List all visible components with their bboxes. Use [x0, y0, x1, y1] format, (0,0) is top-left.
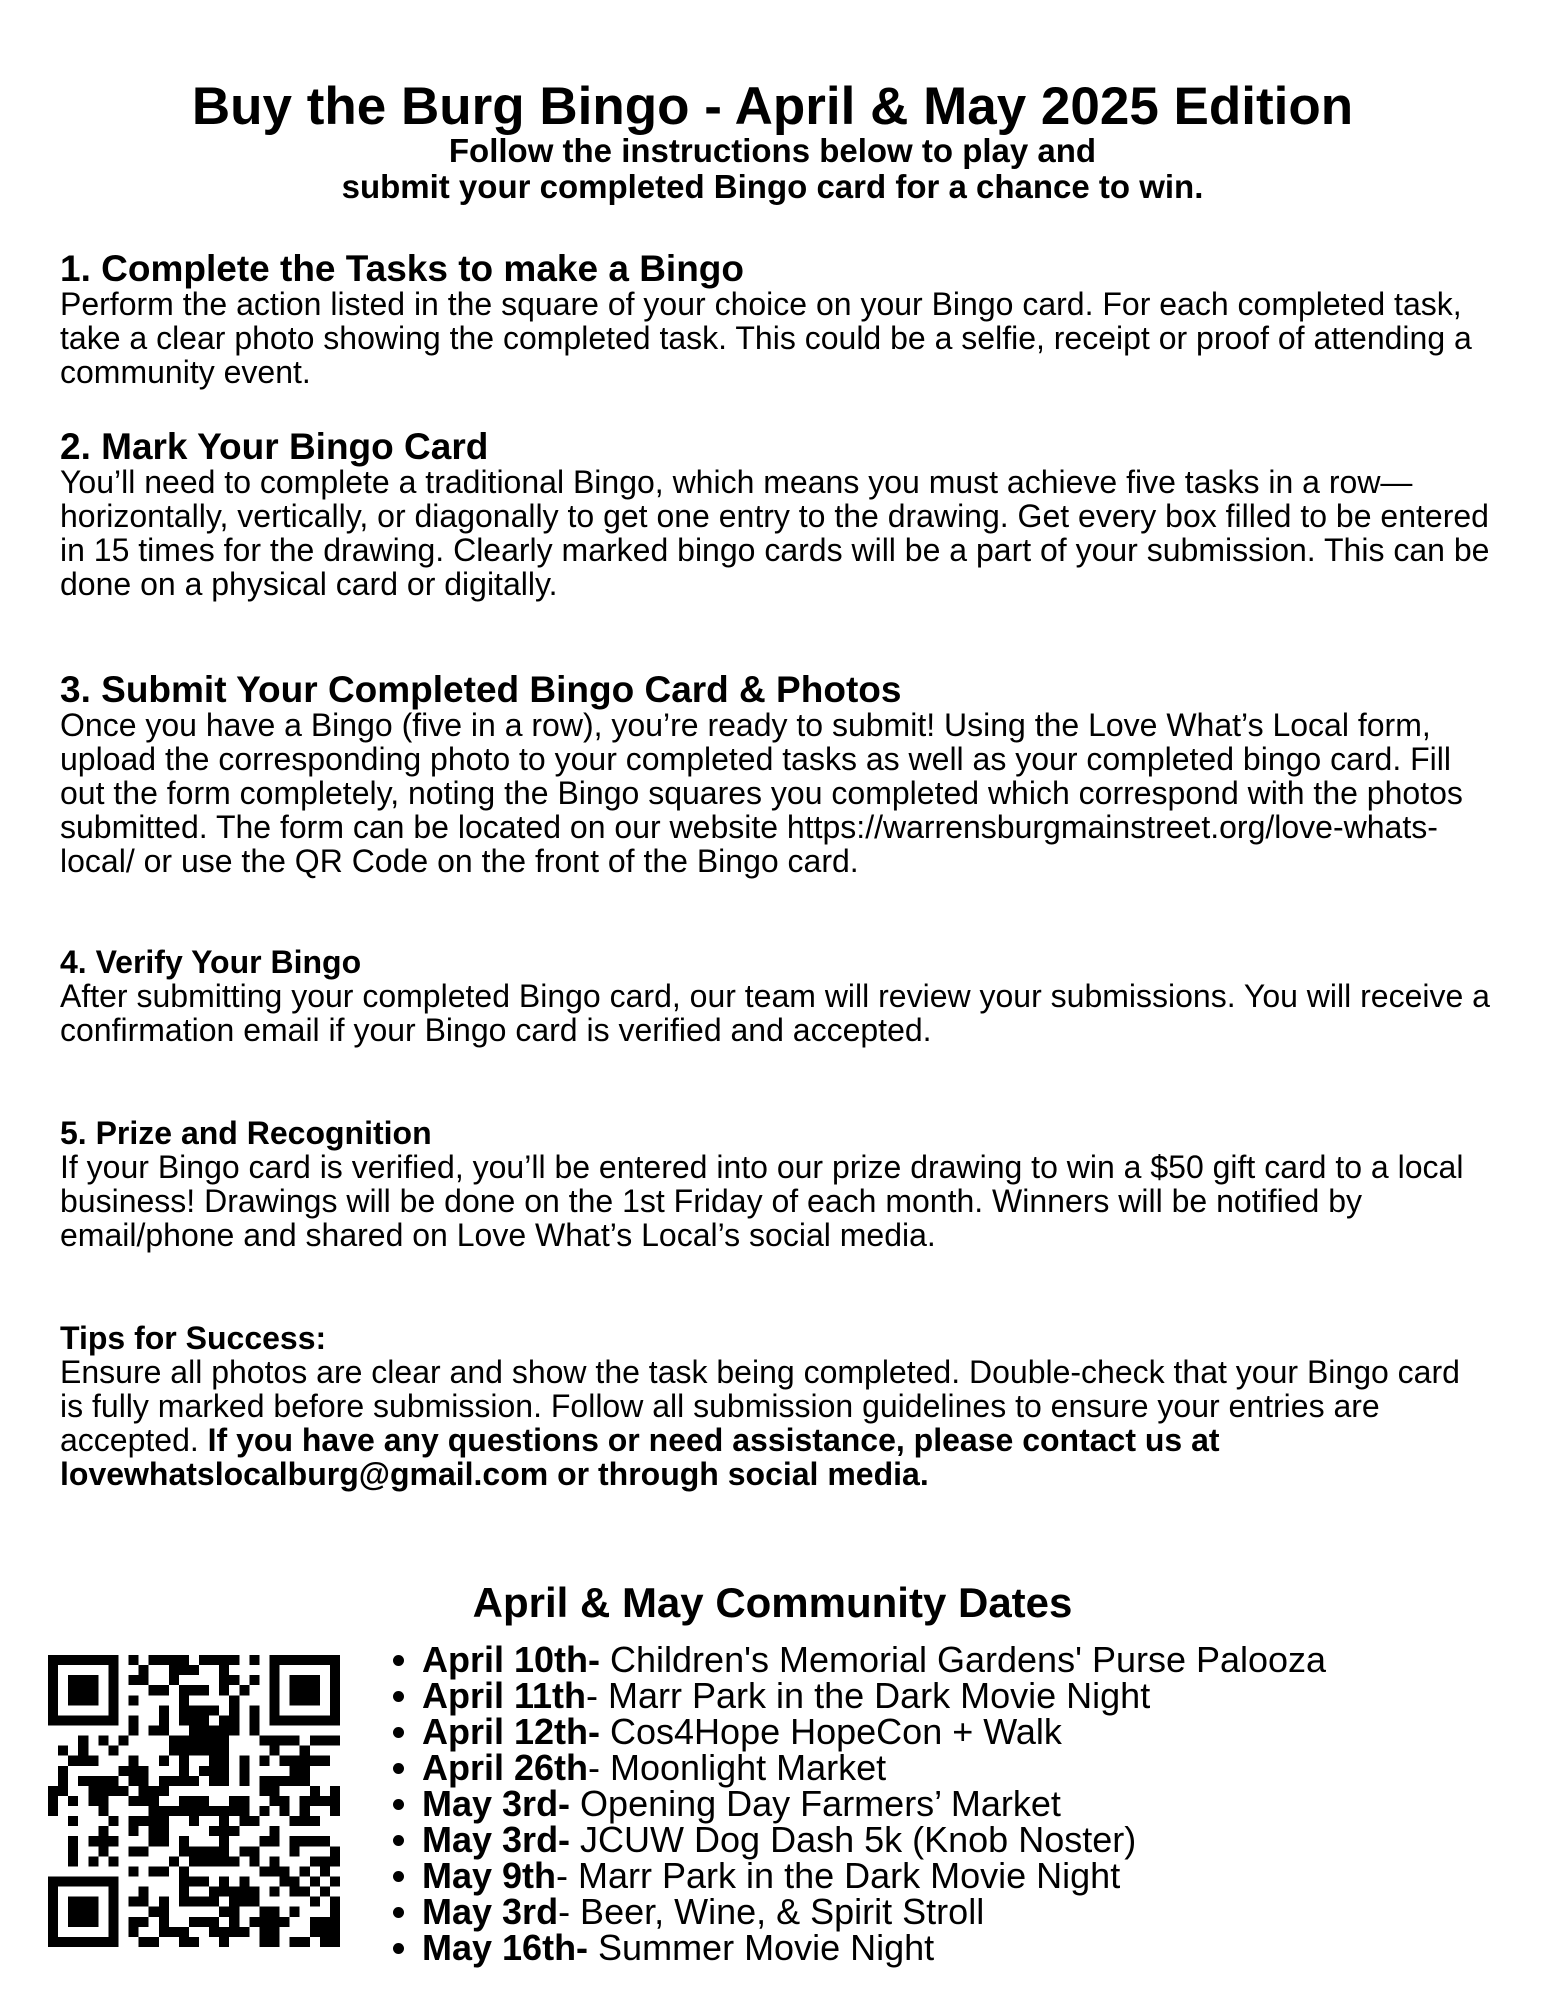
list-item	[422, 1819, 1326, 1860]
event-date: May 9th	[422, 1855, 557, 1896]
page-subtitle	[0, 133, 1545, 205]
event-date: April 26th	[422, 1747, 589, 1788]
page-title: Buy the Burg Bingo - April & May 2025 Edition	[191, 77, 1354, 136]
tips-body-text: Ensure all photos are clear and show the task being completed. Double-check that your Bingo card is fully marked before submission. Follow all submission guidelines to ensure your entries are accepted.	[60, 1354, 1460, 1458]
event-date: April 12th-	[422, 1711, 601, 1752]
event-date: May 3rd-	[422, 1819, 571, 1860]
step-1-body: Perform the action listed in the square of your choice on your Bingo card. For each completed task, take a clear photo showing the completed task. This could be a selfie, receipt or proof of attending a community event.	[60, 286, 1472, 390]
step-3-body: Once you have a Bingo (five in a row), you’re ready to submit! Using the Love What’s Local form, upload the corresponding photo to your completed tasks as well as your completed bingo card. Fill out the form completely, noting the Bingo squares you completed which correspond with the photos submitted. The form can be located on our website https://warrensburgmainstreet.org/love-whats-local/ or use the QR Code on the front of the Bingo card.	[60, 707, 1463, 879]
list-item	[422, 1711, 1326, 1752]
step-5-heading: 5. Prize and Recognition	[60, 1115, 432, 1151]
event-name: - Marr Park in the Dark Movie Night	[586, 1675, 1151, 1716]
event-date: April 10th-	[422, 1639, 601, 1680]
event-date: May 16th-	[422, 1927, 589, 1968]
community-dates-title: April & May Community Dates	[472, 1579, 1073, 1626]
community-dates-list	[378, 1639, 1327, 1968]
event-name: Opening Day Farmers’ Market	[570, 1783, 1061, 1824]
step-1-heading: 1. Complete the Tasks to make a Bingo	[60, 248, 744, 289]
list-item	[422, 1675, 1326, 1716]
step-4	[60, 945, 1490, 1047]
list-item	[422, 1855, 1326, 1896]
step-2	[60, 428, 1490, 601]
step-2-heading: 2. Mark Your Bingo Card	[60, 426, 489, 467]
qr-code	[48, 1655, 340, 1947]
tips-contact-text: If you have any questions or need assistance, please contact us at lovewhatslocalburg@gmail.com or through social media.	[60, 1422, 1220, 1492]
event-name: - Marr Park in the Dark Movie Night	[556, 1855, 1121, 1896]
list-item	[422, 1639, 1327, 1680]
step-3	[60, 671, 1490, 878]
list-item	[422, 1783, 1326, 1824]
tips-body	[60, 1355, 1490, 1491]
step-4-heading: 4. Verify Your Bingo	[60, 944, 362, 980]
event-name: Summer Movie Night	[588, 1927, 935, 1968]
step-4-body: After submitting your completed Bingo card, our team will review your submissions. You will receive a confirmation email if your Bingo card is verified and accepted.	[60, 978, 1490, 1048]
list-item	[422, 1927, 1326, 1968]
tips-section	[60, 1321, 1490, 1491]
event-name: JCUW Dog Dash 5k (Knob Noster)	[570, 1819, 1137, 1860]
step-1	[60, 250, 1490, 389]
subtitle-line-1: Follow the instructions below to play and	[448, 132, 1097, 169]
list-item	[422, 1747, 1326, 1788]
step-5-body: If your Bingo card is verified, you’ll be entered into our prize drawing to win a $50 gift card to a local business! Drawings will be done on the 1st Friday of each month. Winners will be notified by email/phone and shared on Love What’s Local’s social media.	[60, 1149, 1464, 1253]
step-2-body: You’ll need to complete a traditional Bingo, which means you must achieve five tasks in a row—horizontally, vertically, or diagonally to get one entry to the drawing. Get every box filled to be entered in 15 times for the drawing. Clearly marked bingo cards will be a part of your submission. This can be done on a physical card or digitally.	[60, 464, 1490, 602]
subtitle-line-2: submit your completed Bingo card for a chance to win.	[341, 168, 1204, 205]
list-item	[422, 1891, 1326, 1932]
step-3-heading: 3. Submit Your Completed Bingo Card & Photos	[60, 669, 902, 710]
event-name: - Beer, Wine, & Spirit Stroll	[558, 1891, 985, 1932]
event-name: - Moonlight Market	[588, 1747, 887, 1788]
event-date: May 3rd	[422, 1891, 559, 1932]
event-date: May 3rd-	[422, 1783, 571, 1824]
event-name: Cos4Hope HopeCon + Walk	[600, 1711, 1062, 1752]
event-date: April 11th	[422, 1675, 587, 1716]
event-name: Children's Memorial Gardens' Purse Palooza	[600, 1639, 1327, 1680]
tips-heading: Tips for Success:	[60, 1320, 327, 1356]
step-5	[60, 1116, 1490, 1252]
